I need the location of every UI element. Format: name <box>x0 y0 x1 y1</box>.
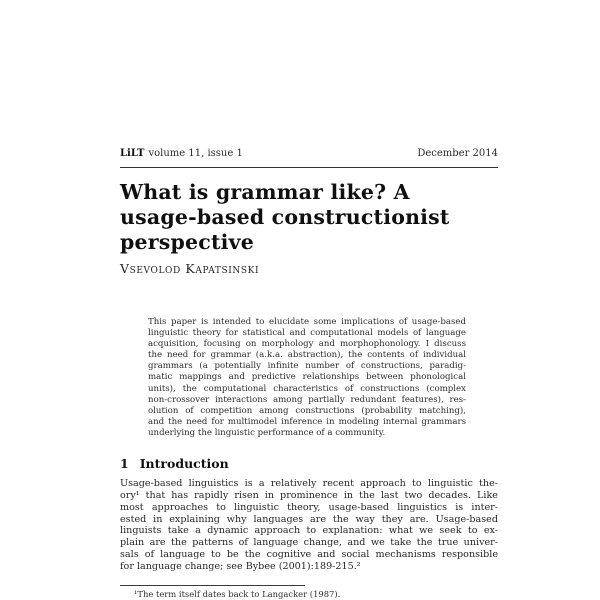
text-line: and the need for multimodel inference in modeling internal grammars <box>148 416 466 427</box>
text-line: linguists take a dynamic approach to explanation: what we seek to ex- <box>120 525 498 537</box>
text-line: for language change; see Bybee (2001):189-215.² <box>120 560 361 572</box>
text-line: usage-based constructionist <box>120 205 450 229</box>
footnote-rule <box>120 585 305 586</box>
paper-page <box>120 0 498 599</box>
text-line: ested in explaining why languages are the way they are. Usage-based <box>120 513 498 525</box>
text-line: the need for grammar (a.k.a. abstraction), the contents of individual <box>148 350 466 361</box>
text-line: grammars (a potentially infinite number of constructions, paradig- <box>148 361 466 372</box>
text-line: ory¹ that has rapidly risen in prominence in the last two decades. Like <box>120 489 498 501</box>
section-number: 1 <box>120 456 129 472</box>
text-line: underlying the linguistic performance of a community. <box>148 427 386 438</box>
text-line: What is grammar like? A <box>120 180 410 204</box>
text-line: most approaches to linguistic theory, usage-based linguistics is inter- <box>120 501 498 513</box>
text-line: olution of competition among constructions (probability matching), <box>148 405 466 416</box>
text-line: linguistic theory for statistical and computational models of language <box>148 328 466 339</box>
text-line: Usage-based linguistics is a relatively recent approach to linguistic the- <box>120 478 498 490</box>
journal-header-left <box>120 148 243 160</box>
author-name: Vsevolod Kapatsinski <box>120 261 260 276</box>
text-line: non-crossover interactions among partially redundant features), res- <box>148 394 466 405</box>
journal-issue-info: volume 11, issue 1 <box>148 148 243 159</box>
text-line: sals of language to be the cognitive and social mechanisms responsible <box>120 549 498 561</box>
text-line: This paper is intended to elucidate some implications of usage-based <box>148 317 466 327</box>
journal-name: LiLT <box>120 148 145 159</box>
text-line: perspective <box>120 230 254 254</box>
footnote: ¹The term itself dates back to Langacker (1987). <box>134 588 341 599</box>
text-line: acquisition, focusing on morphology and morphophonology. I discuss <box>148 339 466 350</box>
paper-title <box>120 180 498 255</box>
header-rule <box>120 167 498 168</box>
section-title: Introduction <box>139 456 229 472</box>
text-line: units), the computational characteristics of constructions (complex <box>148 383 466 394</box>
intro-paragraph <box>120 478 498 573</box>
text-line: matic mappings and predictive relationships between phonological <box>148 372 466 383</box>
section-heading <box>120 457 498 471</box>
journal-header <box>120 148 498 160</box>
text-line: plain are the patterns of language change, and we take the true univer- <box>120 537 498 549</box>
journal-date: December 2014 <box>417 148 498 159</box>
abstract <box>148 317 466 439</box>
